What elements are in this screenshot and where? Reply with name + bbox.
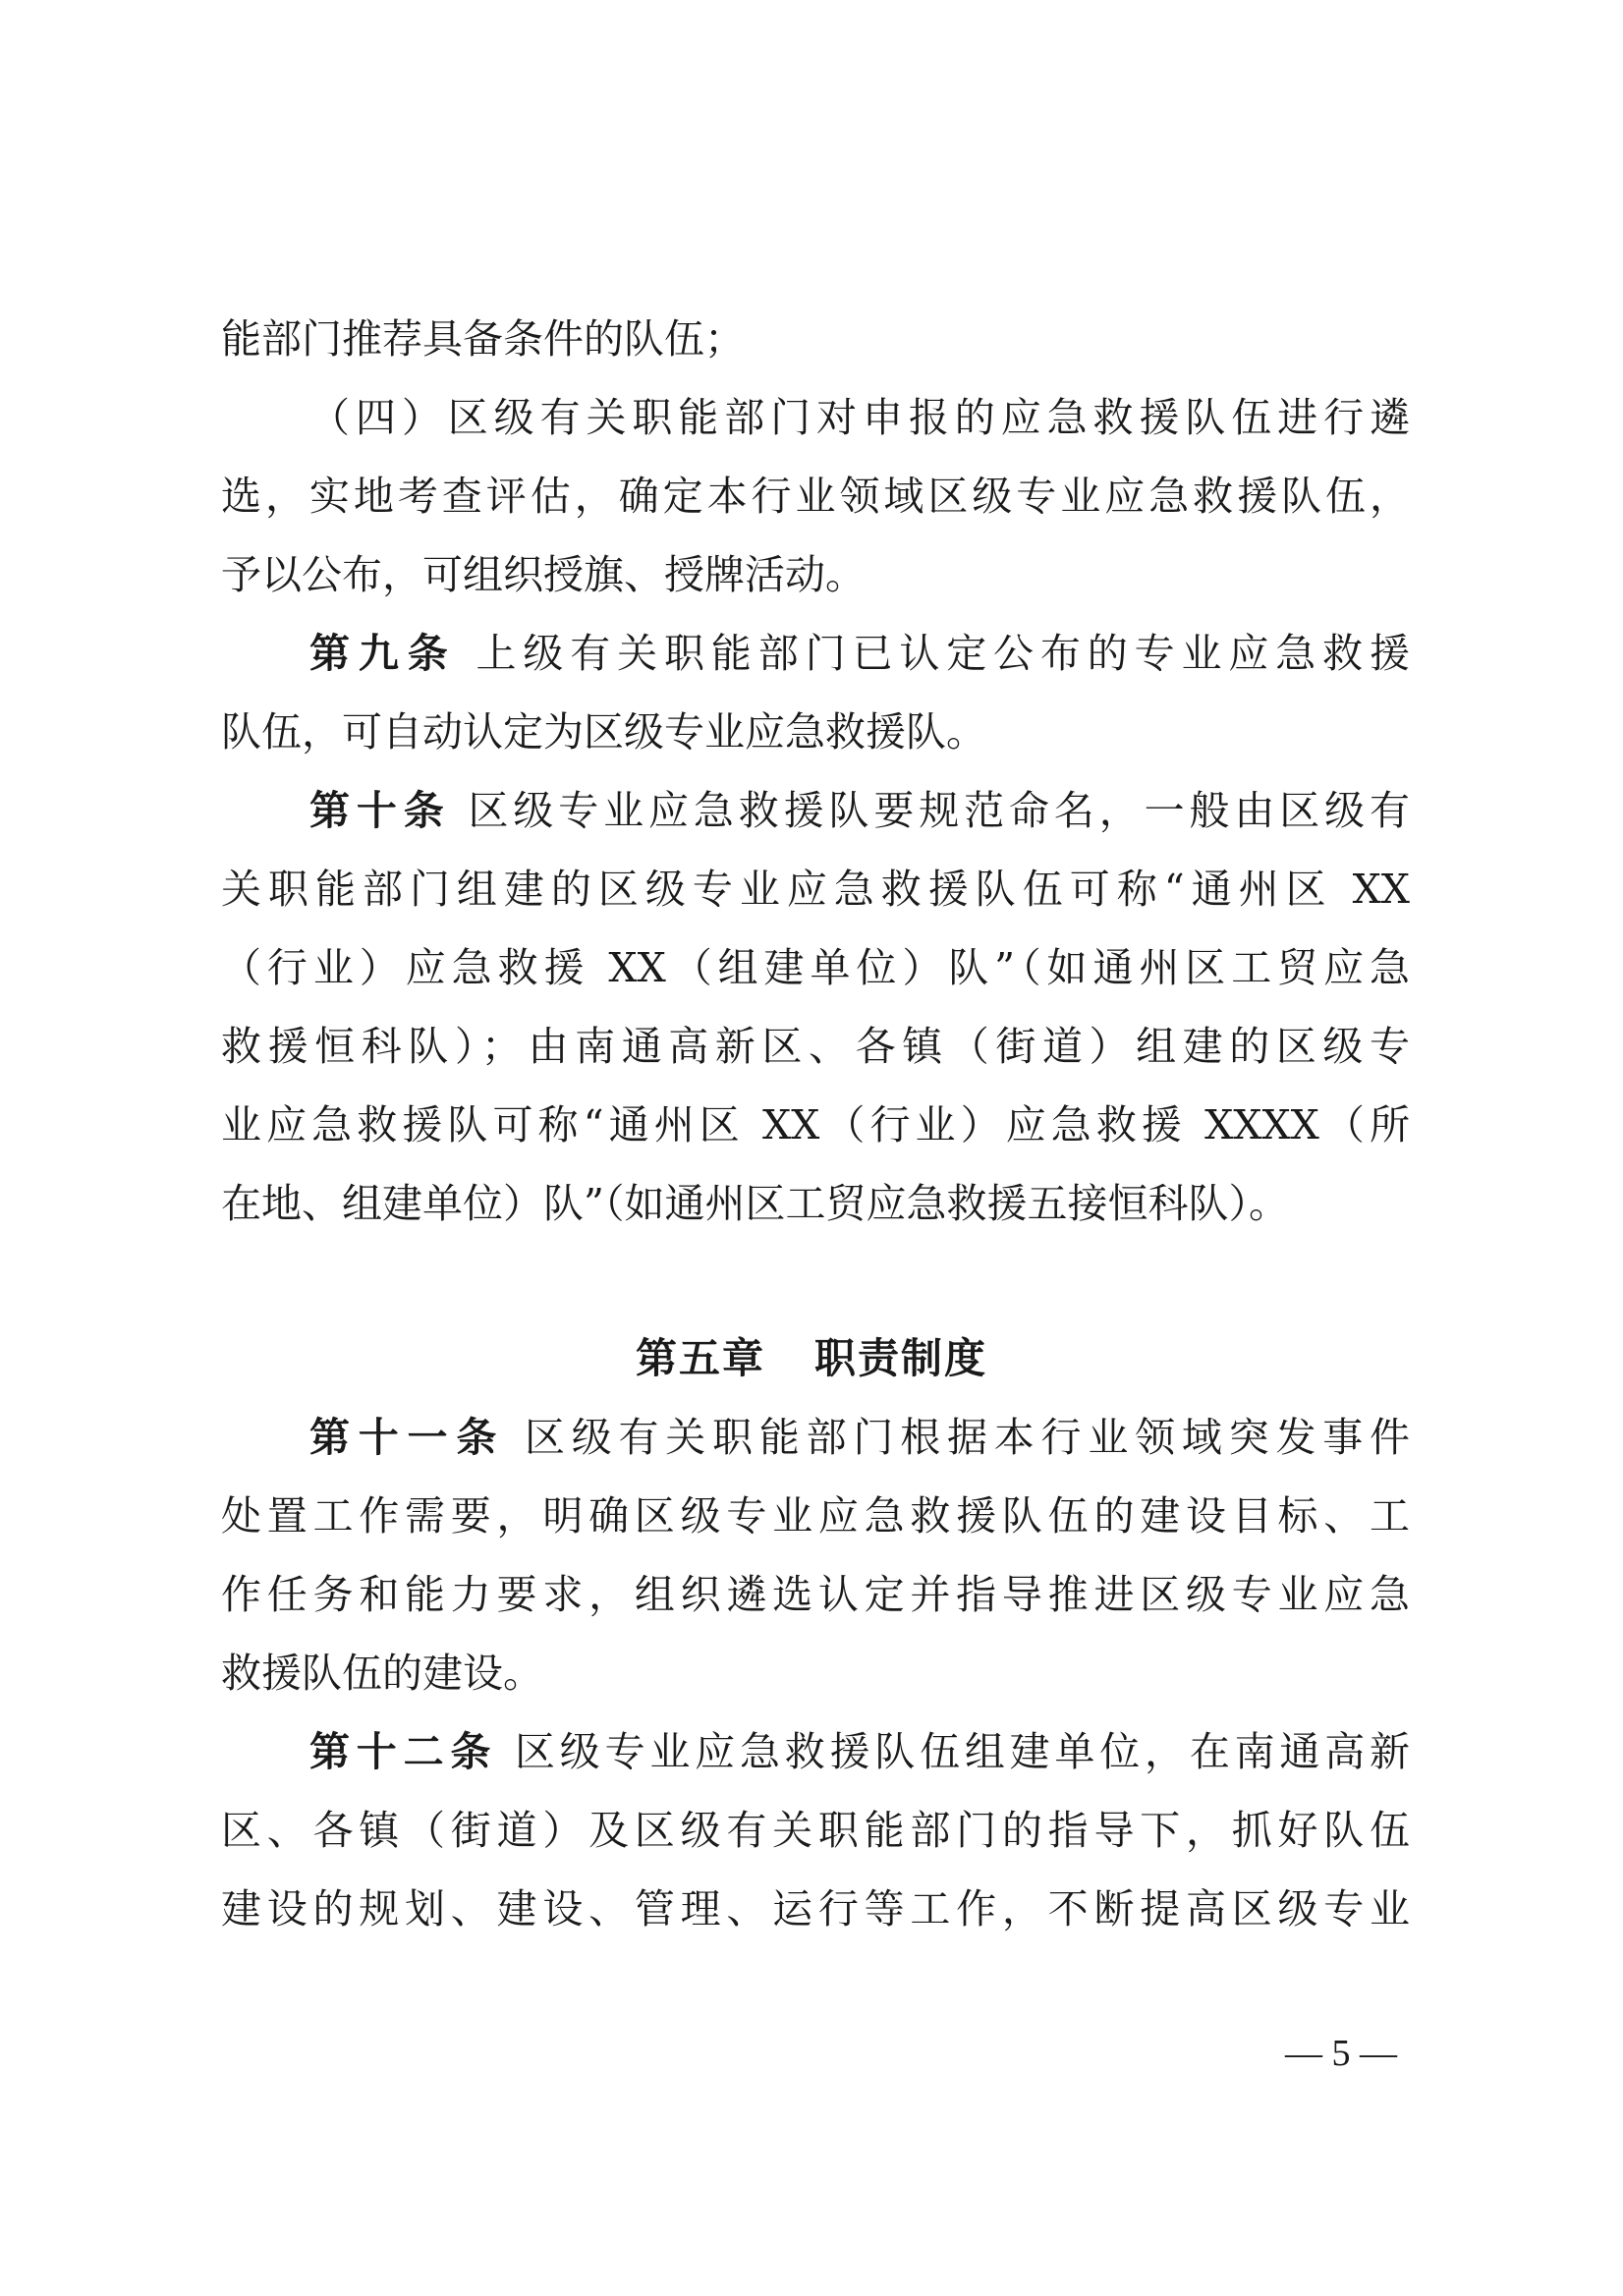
article-12-label: 第十二条: [309, 1728, 498, 1775]
article-11-line: [309, 1398, 1410, 1477]
article-11-line: 作任务和能力要求，组织遴选认定并指导推进区级专业应急: [221, 1571, 1410, 1618]
chapter-number: 第五章: [635, 1334, 765, 1382]
article-11-line: 救援队伍的建设。: [221, 1650, 543, 1697]
article-10-line: 救援恒科队）；由南通高新区、各镇（街道）组建的区级专: [221, 1023, 1410, 1070]
chapter-heading: [0, 1319, 1623, 1398]
article-11-text: 区级有关职能部门根据本行业领域突发事件: [524, 1414, 1411, 1461]
chapter-title: 职责制度: [814, 1334, 988, 1382]
article-11-label: 第十一条: [309, 1414, 506, 1461]
article-9-text: 上级有关职能部门已认定公布的专业应急救援: [476, 630, 1410, 677]
article-9-line: 队伍，可自动认定为区级专业应急救援队。: [221, 708, 986, 756]
body-line: 能部门推荐具备条件的队伍；: [221, 315, 745, 363]
article-12-line: 建设的规划、建设、管理、运行等工作，不断提高区级专业: [221, 1885, 1410, 1932]
body-line: （四）区级有关职能部门对申报的应急救援队伍进行遴: [309, 394, 1410, 441]
article-12-line: 区、各镇（街道）及区级有关职能部门的指导下，抓好队伍: [221, 1807, 1410, 1854]
article-10-label: 第十条: [309, 787, 451, 834]
article-10-line: [309, 771, 1410, 850]
page-number: — 5 —: [1285, 2033, 1397, 2074]
article-9-line: [309, 614, 1410, 693]
article-9-label: 第九条: [309, 630, 457, 677]
article-10-line: 在地、组建单位）队”（如通州区工贸应急救援五接恒科队）。: [221, 1180, 1289, 1227]
body-line: 予以公布，可组织授旗、授牌活动。: [221, 551, 866, 598]
article-10-line: （行业）应急救援 XX（组建单位）队”（如通州区工贸应急: [221, 944, 1410, 991]
article-10-text: 区级专业应急救援队要规范命名，一般由区级有: [468, 787, 1410, 834]
article-12-text: 区级专业应急救援队伍组建单位，在南通高新: [515, 1728, 1411, 1775]
article-12-line: [309, 1712, 1410, 1791]
body-line: 选，实地考查评估，确定本行业领域区级专业应急救援队伍，: [221, 473, 1410, 520]
article-10-line: 关职能部门组建的区级专业应急救援队伍可称“通州区 XX: [221, 866, 1410, 913]
article-10-line: 业应急救援队可称“通州区 XX（行业）应急救援 XXXX（所: [221, 1101, 1410, 1148]
article-11-line: 处置工作需要，明确区级专业应急救援队伍的建设目标、工: [221, 1492, 1410, 1540]
